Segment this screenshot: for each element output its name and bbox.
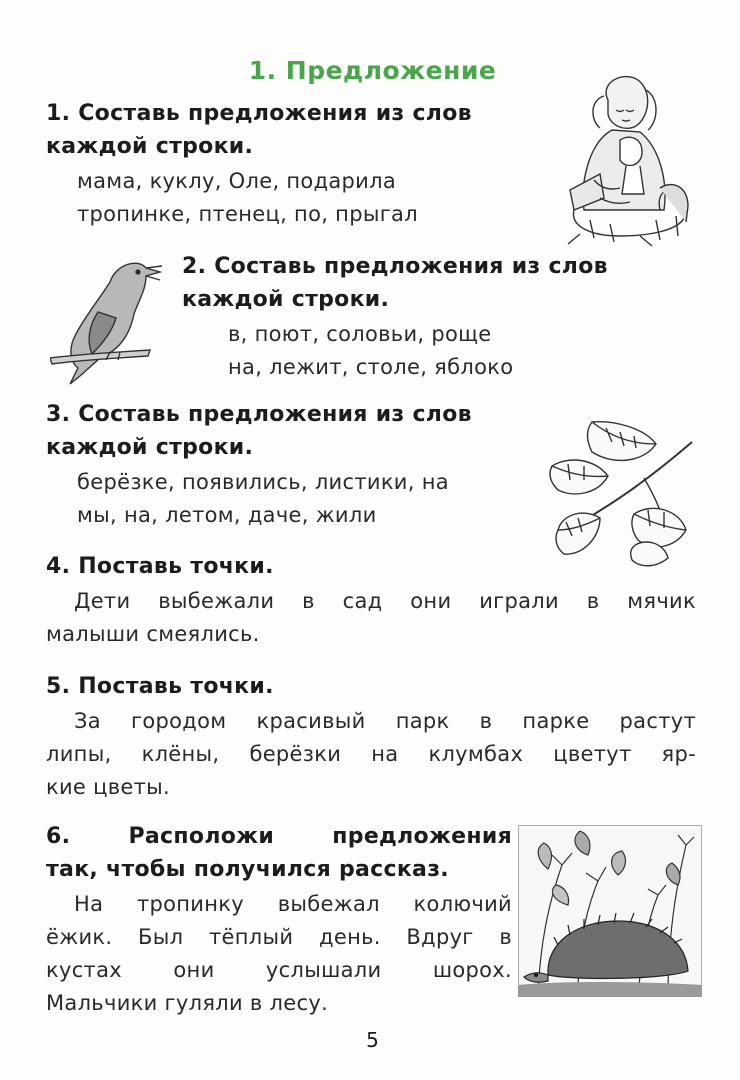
task-5-line-1: За городом красивый парк в парке растут [74,709,696,733]
task-6 [46,820,512,1020]
girl-with-doll-illustration [560,70,695,248]
task-6-line-1: На тропинку выбежал колючий [74,892,512,916]
task-4-heading: 4. Поставь точки. [46,554,274,579]
task-3-line-2: мы, на, летом, даче, жили [77,503,377,527]
task-2-heading-line-1: 2. Составь предложения из слов [182,254,608,279]
task-6-heading-line-1: 6. Расположи предложения [46,824,512,849]
task-6-heading-line-2: так, чтобы получился рассказ. [46,857,449,882]
task-3-line-1: берёзке, появились, листики, на [77,470,449,494]
task-2 [182,250,608,384]
task-5 [46,670,696,804]
task-5-line-2: липы, клёны, берёзки на клумбах цветут яр- [46,742,696,766]
task-5-line-3: кие цветы. [46,775,171,799]
task-1-line-1: мама, куклу, Оле, подарила [77,169,397,193]
page-title: 1. Предложение [248,56,497,85]
task-6-line-2: ёжик. Был тёплый день. Вдруг в [46,925,512,949]
task-3-heading-line-2: каждой строки. [46,435,254,460]
task-6-line-4: Мальчики гуляли в лесу. [46,991,329,1015]
task-4-line-1: Дети выбежали в сад они играли в мячик [74,589,696,613]
task-2-heading-line-2: каждой строки. [182,287,390,312]
task-4 [46,550,696,651]
task-5-heading: 5. Поставь точки. [46,674,274,699]
task-1-line-2: тропинке, птенец, по, прыгал [77,202,418,226]
task-3 [46,398,472,532]
task-4-line-2: малыши смеялись. [46,622,260,646]
page-number: 5 [366,1028,379,1052]
task-1-heading-line-1: 1. Составь предложения из слов [46,101,472,126]
task-2-line-2: на, лежит, столе, яблоко [228,355,514,379]
hedgehog-illustration [518,825,702,997]
task-3-heading-line-1: 3. Составь предложения из слов [46,402,472,427]
birch-branch-illustration [548,418,696,570]
task-1 [46,97,472,231]
task-6-line-3: кустах они услышали шорох. [46,958,512,982]
nightingale-illustration [50,258,165,390]
task-2-line-1: в, поют, соловьи, роще [228,322,492,346]
task-1-heading-line-2: каждой строки. [46,134,254,159]
